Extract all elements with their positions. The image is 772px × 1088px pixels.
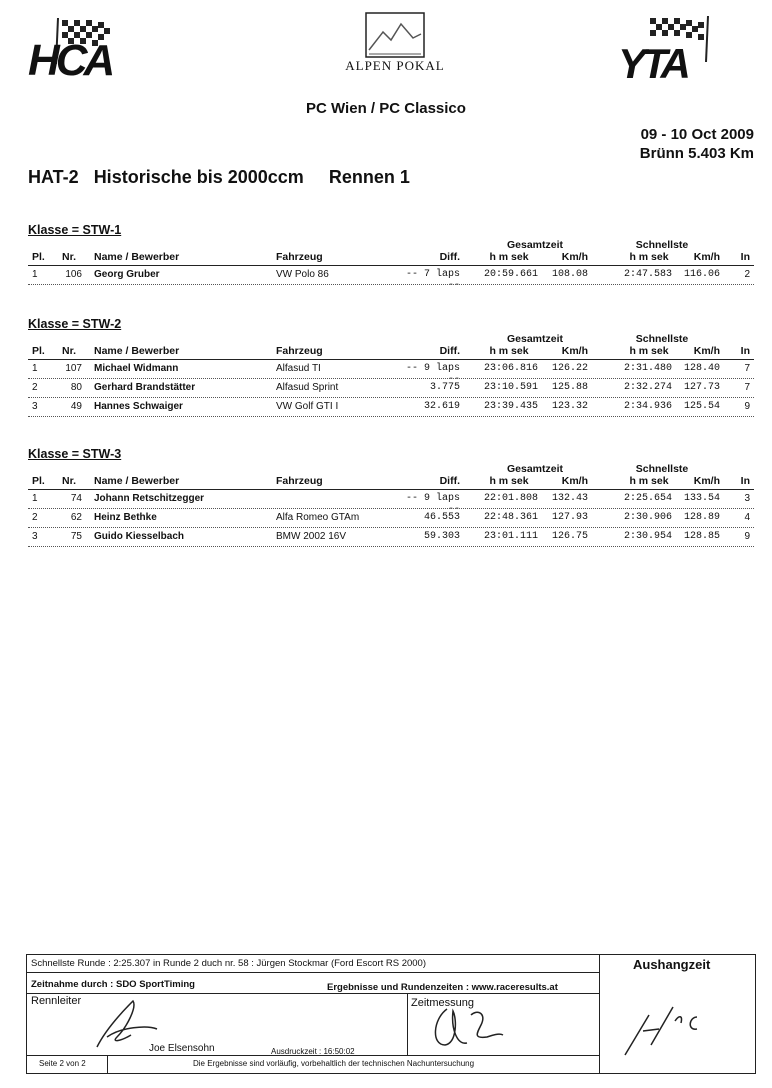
header-diff: Diff. <box>439 345 460 357</box>
cell-in: 3 <box>744 493 750 504</box>
signature-aushangzeit <box>617 1001 727 1061</box>
footer-box <box>26 954 756 1074</box>
cell-total-kmh: 127.93 <box>551 512 588 523</box>
cell-best-time: 2:34.936 <box>623 401 672 412</box>
header-total-time: h m sek <box>489 345 529 357</box>
cell-nr: 80 <box>70 382 82 393</box>
row-separator <box>28 378 754 379</box>
cell-nr: 74 <box>70 493 82 504</box>
cell-best-kmh: 128.89 <box>683 512 720 523</box>
header-gesamtzeit: Gesamtzeit <box>506 333 564 345</box>
class-title: Klasse = STW-2 <box>28 317 122 331</box>
class-title: Klasse = STW-3 <box>28 447 122 461</box>
rennleiter-label: Rennleiter <box>31 995 82 1007</box>
race-title <box>28 167 420 188</box>
cell-total-time: 23:06.816 <box>483 363 538 374</box>
cell-diff: 46.553 <box>423 512 460 523</box>
cell-diff: 59.303 <box>423 531 460 542</box>
cell-pl: 3 <box>32 531 38 542</box>
row-separator <box>28 508 754 509</box>
signature-rennleiter <box>87 997 167 1053</box>
header-schnellste: Schnellste <box>635 333 689 345</box>
event-info <box>640 125 754 163</box>
header-best-time: h m sek <box>629 475 669 487</box>
cell-best-kmh: 128.40 <box>683 363 720 374</box>
disclaimer: Die Ergebnisse sind vorläufig, vorbehaltlich der technischen Nachuntersuchung <box>193 1059 475 1068</box>
header-best-time: h m sek <box>629 345 669 357</box>
cell-in: 4 <box>744 512 750 523</box>
cell-total-kmh: 132.43 <box>551 493 588 504</box>
header-pl: Pl. <box>32 251 45 263</box>
cell-diff: 3.775 <box>429 382 460 393</box>
cell-best-kmh: 125.54 <box>683 401 720 412</box>
page-subtitle: PC Wien / PC Classico <box>306 100 466 117</box>
cell-best-kmh: 116.06 <box>683 269 720 280</box>
header-name: Name / Bewerber <box>94 251 180 263</box>
cell-best-time: 2:47.583 <box>623 269 672 280</box>
cell-diff: -- 9 laps -- <box>405 363 460 385</box>
cell-name: Heinz Bethke <box>94 512 157 523</box>
header-total-time: h m sek <box>489 251 529 263</box>
header-in: In <box>740 345 750 357</box>
cell-in: 2 <box>744 269 750 280</box>
cell-car: Alfa Romeo GTAm <box>276 512 360 523</box>
cell-best-kmh: 133.54 <box>683 493 720 504</box>
cell-pl: 2 <box>32 382 38 393</box>
hca-logo <box>18 14 128 100</box>
cell-total-time: 20:59.661 <box>483 269 538 280</box>
cell-total-time: 22:01.808 <box>483 493 538 504</box>
cell-name: Georg Gruber <box>94 269 160 280</box>
cell-in: 7 <box>744 363 750 374</box>
cell-nr: 62 <box>70 512 82 523</box>
cell-name: Johann Retschitzegger <box>94 493 205 504</box>
cell-total-kmh: 126.22 <box>551 363 588 374</box>
cell-total-time: 23:10.591 <box>483 382 538 393</box>
cell-best-time: 2:31.480 <box>623 363 672 374</box>
fastest-lap: Schnellste Runde : 2:25.307 in Runde 2 duch nr. 58 : Jürgen Stockmar (Ford Escort RS 2000) <box>31 958 426 969</box>
header-fahrzeug: Fahrzeug <box>276 345 323 357</box>
header-best-kmh: Km/h <box>693 345 720 357</box>
header-schnellste: Schnellste <box>635 463 689 475</box>
page-number: Seite 2 von 2 <box>39 1059 86 1068</box>
results-url: Ergebnisse und Rundenzeiten : www.raceresults.at <box>327 982 558 993</box>
rennleiter-name: Joe Elsensohn <box>149 1043 215 1054</box>
event-date: 09 - 10 Oct 2009 <box>640 126 754 143</box>
header-diff: Diff. <box>439 475 460 487</box>
cell-in: 9 <box>744 401 750 412</box>
race-series: HAT-2 <box>28 167 79 187</box>
cell-total-kmh: 125.88 <box>551 382 588 393</box>
header-best-kmh: Km/h <box>693 475 720 487</box>
cell-pl: 1 <box>32 363 38 374</box>
header-pl: Pl. <box>32 345 45 357</box>
cell-name: Gerhard Brandstätter <box>94 382 196 393</box>
cell-total-kmh: 123.32 <box>551 401 588 412</box>
cell-car: VW Polo 86 <box>276 269 329 280</box>
header-fahrzeug: Fahrzeug <box>276 251 323 263</box>
cell-car: Alfasud TI <box>276 363 321 374</box>
header-gesamtzeit: Gesamtzeit <box>506 239 564 251</box>
header-name: Name / Bewerber <box>94 345 180 357</box>
yta-logo <box>610 14 720 100</box>
header-rule <box>28 489 754 490</box>
event-track: Brünn 5.403 Km <box>639 145 754 162</box>
alpen-pokal-logo <box>340 12 450 82</box>
header-total-kmh: Km/h <box>561 475 588 487</box>
cell-pl: 1 <box>32 269 38 280</box>
header-name: Name / Bewerber <box>94 475 180 487</box>
header-total-kmh: Km/h <box>561 251 588 263</box>
header-total-time: h m sek <box>489 475 529 487</box>
cell-best-kmh: 127.73 <box>683 382 720 393</box>
cell-nr: 107 <box>65 363 82 374</box>
timing-provider: Zeitnahme durch : SDO SportTiming <box>31 979 195 990</box>
cell-best-time: 2:30.954 <box>623 531 672 542</box>
cell-total-time: 23:39.435 <box>483 401 538 412</box>
ausdruckzeit: Ausdruckzeit : 16:50:02 <box>271 1047 355 1056</box>
header-nr: Nr. <box>62 345 77 357</box>
cell-in: 9 <box>744 531 750 542</box>
hca-logo-text: HCA <box>28 36 112 85</box>
cell-total-kmh: 126.75 <box>551 531 588 542</box>
mountain-icon <box>365 12 425 58</box>
row-separator <box>28 397 754 398</box>
cell-total-time: 22:48.361 <box>483 512 538 523</box>
cell-pl: 3 <box>32 401 38 412</box>
cell-total-time: 23:01.111 <box>483 531 538 542</box>
header-in: In <box>740 251 750 263</box>
yta-logo-text: YTA <box>618 40 687 87</box>
header-pl: Pl. <box>32 475 45 487</box>
cell-car: BMW 2002 16V <box>276 531 347 542</box>
cell-name: Michael Widmann <box>94 363 179 374</box>
header-fahrzeug: Fahrzeug <box>276 475 323 487</box>
cell-diff: 32.619 <box>423 401 460 412</box>
signature-zeitmessung <box>427 999 507 1053</box>
cell-car: Alfasud Sprint <box>276 382 339 393</box>
row-separator <box>28 416 754 417</box>
header-rule <box>28 265 754 266</box>
cell-pl: 1 <box>32 493 38 504</box>
race-category: Historische bis 2000ccm <box>93 167 304 187</box>
cell-diff: -- 9 laps -- <box>405 493 460 515</box>
class-title: Klasse = STW-1 <box>28 223 122 237</box>
row-separator <box>28 284 754 285</box>
header-best-kmh: Km/h <box>693 251 720 263</box>
header-nr: Nr. <box>62 251 77 263</box>
cell-car: VW Golf GTI I <box>276 401 339 412</box>
cell-diff: -- 7 laps -- <box>405 269 460 291</box>
zeitmessung-label: Zeitmessung <box>411 997 474 1009</box>
cell-name: Hannes Schwaiger <box>94 401 183 412</box>
alpen-pokal-text: ALPEN POKAL <box>345 58 445 73</box>
header-nr: Nr. <box>62 475 77 487</box>
cell-best-time: 2:32.274 <box>623 382 672 393</box>
header-in: In <box>740 475 750 487</box>
header-gesamtzeit: Gesamtzeit <box>506 463 564 475</box>
race-name: Rennen 1 <box>328 167 410 187</box>
header-schnellste: Schnellste <box>635 239 689 251</box>
header-diff: Diff. <box>439 251 460 263</box>
header-rule <box>28 359 754 360</box>
cell-name: Guido Kiesselbach <box>94 531 185 542</box>
row-separator <box>28 546 754 547</box>
cell-nr: 49 <box>70 401 82 412</box>
cell-best-time: 2:30.906 <box>623 512 672 523</box>
aushangzeit-label: Aushangzeit <box>633 957 711 972</box>
cell-best-time: 2:25.654 <box>623 493 672 504</box>
cell-nr: 106 <box>65 269 82 280</box>
header-total-kmh: Km/h <box>561 345 588 357</box>
cell-nr: 75 <box>70 531 82 542</box>
cell-total-kmh: 108.08 <box>551 269 588 280</box>
row-separator <box>28 527 754 528</box>
cell-pl: 2 <box>32 512 38 523</box>
header-best-time: h m sek <box>629 251 669 263</box>
cell-best-kmh: 128.85 <box>683 531 720 542</box>
cell-in: 7 <box>744 382 750 393</box>
